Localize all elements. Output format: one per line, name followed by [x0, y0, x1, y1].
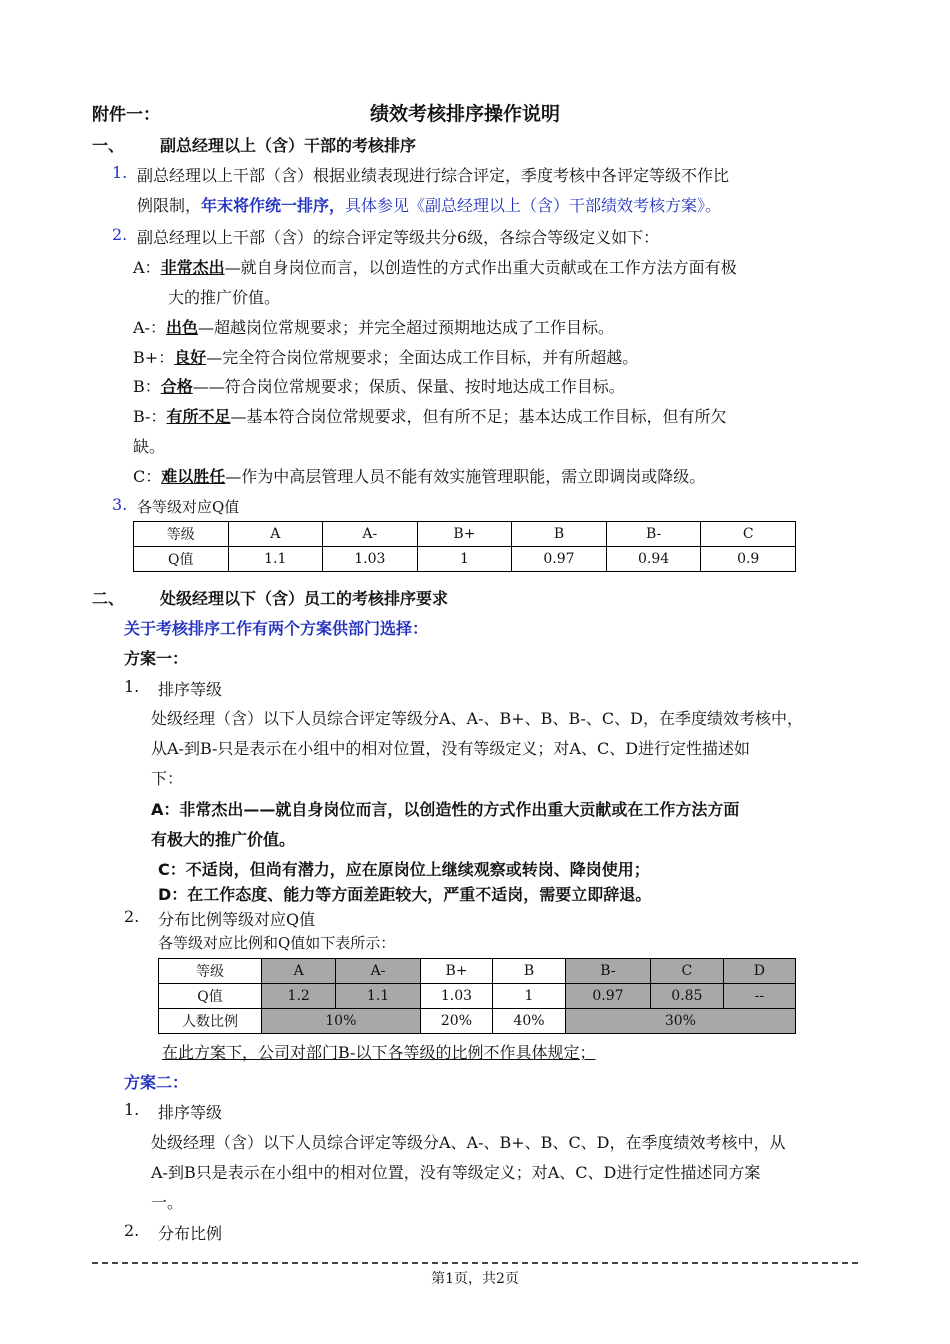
- grade-desc: —超越岗位常规要求；并完全超过预期地达成了工作目标。: [197, 318, 614, 337]
- grade-b-minus-cont: 缺。: [133, 437, 166, 456]
- table-row: [134, 547, 796, 572]
- plan2-para-line1: 处级经理（含）以下人员综合评定等级分A、A-、B+、B、C、D，在季度绩效考核中，从: [151, 1133, 786, 1152]
- table-cell: D: [723, 959, 795, 984]
- footer-divider: [92, 1262, 858, 1264]
- q-value-table-1: [133, 521, 796, 572]
- grade-desc: —就自身岗位而言，以创造性的方式作出重大贡献或在工作方法方面有极: [224, 258, 737, 277]
- s1-item2-text: 副总经理以上干部（含）的综合评定等级共分6级，各综合等级定义如下：: [137, 228, 660, 247]
- s1-item1-line2-pre: 例限制，: [137, 196, 202, 215]
- plan1-note: 在此方案下，公司对部门B-以下各等级的比例不作具体规定；: [162, 1043, 596, 1062]
- table-row: [159, 984, 796, 1009]
- grade-desc: —完全符合岗位常规要求；全面达成工作目标，并有所超越。: [206, 348, 639, 367]
- s1-item1-line2-bold: 年末将作统一排序，: [201, 196, 346, 215]
- table-cell: 1: [493, 984, 566, 1009]
- table-cell: B: [512, 522, 607, 547]
- grade-b: [133, 374, 625, 397]
- grade-a-minus: [133, 315, 614, 338]
- plan1-para-line1: 处级经理（含）以下人员综合评定等级分A、A-、B+、B、B-、C、D，在季度绩效考核中，: [151, 709, 803, 728]
- plan1-para-line3: 下：: [151, 769, 184, 788]
- table-cell: 20%: [420, 1009, 493, 1034]
- grade-b-plus: [133, 345, 638, 368]
- plan1-title: 方案一：: [124, 649, 189, 668]
- table-cell: 0.9: [701, 547, 796, 572]
- s1-item3-text: 各等级对应Q值: [137, 498, 240, 516]
- plan2-item1-title: 排序等级: [158, 1103, 223, 1122]
- plan1-item1-number: 1.: [124, 677, 140, 696]
- section2-title: 处级经理以下（含）员工的考核排序要求: [160, 589, 449, 608]
- table-cell: B+: [420, 959, 493, 984]
- s1-item1-number: 1.: [112, 163, 128, 182]
- grade-name: 出色: [165, 318, 198, 337]
- table-row: [134, 522, 796, 547]
- plan1-item2-desc: 各等级对应比例和Q值如下表所示：: [158, 934, 396, 952]
- grade-c: [133, 464, 705, 487]
- plan1-item2-title: 分布比例等级对应Q值: [158, 910, 316, 929]
- table-row: [159, 1009, 796, 1034]
- section2-number: 二、: [92, 589, 125, 608]
- table-cell: B-: [606, 522, 701, 547]
- plan1-grade-c: C：不适岗，但尚有潜力，应在原岗位上继续观察或转岗、降岗使用；: [158, 860, 650, 879]
- table-cell: 30%: [565, 1009, 795, 1034]
- grade-name: 非常杰出: [160, 258, 225, 277]
- table-cell: B+: [417, 522, 512, 547]
- table-cell: C: [651, 959, 724, 984]
- table-cell: 1.1: [228, 547, 323, 572]
- plan1-grade-a-line2: 有极大的推广价值。: [151, 830, 296, 849]
- grade-name: 难以胜任: [161, 467, 226, 486]
- table-cell: 等级: [159, 959, 262, 984]
- page-title: 绩效考核排序操作说明: [370, 103, 561, 125]
- s1-item1-line1: 副总经理以上干部（含）根据业绩表现进行综合评定，季度考核中各评定等级不作比: [137, 166, 730, 185]
- plan2-item2-title: 分布比例: [158, 1224, 223, 1243]
- grade-desc: ——符合岗位常规要求；保质、保量、按时地达成工作目标。: [192, 377, 625, 396]
- grade-name: 合格: [160, 377, 193, 396]
- s1-item3-number: 3.: [112, 495, 128, 514]
- table-cell: 1: [417, 547, 512, 572]
- grade-prefix: B：: [133, 377, 161, 396]
- plan2-para-line3: 一。: [151, 1193, 184, 1212]
- grade-a: [133, 255, 737, 278]
- plan1-grade-a-line1: A：非常杰出——就自身岗位而言，以创造性的方式作出重大贡献或在工作方法方面: [151, 800, 740, 819]
- table-cell: B-: [565, 959, 650, 984]
- grade-prefix: A：: [133, 258, 161, 277]
- plan2-para-line2: A-到B只是表示在小组中的相对位置，没有等级定义；对A、C、D进行定性描述同方案: [151, 1163, 761, 1182]
- table-row: [159, 959, 796, 984]
- q-value-table-2: [158, 958, 796, 1034]
- table-cell: 1.1: [336, 984, 420, 1009]
- table-cell: Q值: [159, 984, 262, 1009]
- table-cell: 1.03: [323, 547, 418, 572]
- plan1-item2-number: 2.: [124, 907, 140, 926]
- section2-intro: 关于考核排序工作有两个方案供部门选择：: [124, 619, 429, 638]
- table-cell: 等级: [134, 522, 229, 547]
- table-cell: 0.97: [512, 547, 607, 572]
- table-cell: B: [493, 959, 566, 984]
- page-number: 第1页，共2页: [431, 1271, 519, 1287]
- table-cell: A: [228, 522, 323, 547]
- table-cell: A-: [323, 522, 418, 547]
- table-cell: 0.94: [606, 547, 701, 572]
- grade-name: 良好: [174, 348, 207, 367]
- table-cell: 1.2: [261, 984, 335, 1009]
- section1-number: 一、: [92, 136, 125, 155]
- s1-item1-line2-post: 具体参见《副总经理以上（含）干部绩效考核方案》。: [345, 196, 722, 215]
- grade-desc: —基本符合岗位常规要求，但有所不足；基本达成工作目标，但有所欠: [230, 407, 727, 426]
- s1-item2-number: 2.: [112, 225, 128, 244]
- table-cell: C: [701, 522, 796, 547]
- grade-name: 有所不足: [166, 407, 231, 426]
- plan1-grade-d: D：在工作态度、能力等方面差距较大，严重不适岗，需要立即辞退。: [158, 885, 652, 904]
- plan2-item1-number: 1.: [124, 1100, 140, 1119]
- table-cell: 40%: [493, 1009, 566, 1034]
- plan2-title: 方案二：: [124, 1073, 189, 1092]
- grade-prefix: B-：: [133, 407, 167, 426]
- grade-a-cont: 大的推广价值。: [168, 288, 281, 307]
- table-cell: 1.03: [420, 984, 493, 1009]
- table-cell: A-: [336, 959, 420, 984]
- section1-title: 副总经理以上（含）干部的考核排序: [160, 136, 417, 155]
- grade-prefix: B+：: [133, 348, 175, 367]
- plan2-item2-number: 2.: [124, 1221, 140, 1240]
- grade-prefix: A-：: [133, 318, 166, 337]
- table-cell: 人数比例: [159, 1009, 262, 1034]
- attachment-label: 附件一：: [92, 105, 160, 125]
- table-cell: --: [723, 984, 795, 1009]
- table-cell: 10%: [261, 1009, 420, 1034]
- plan1-para-line2: 从A-到B-只是表示在小组中的相对位置，没有等级定义；对A、C、D进行定性描述如: [151, 739, 751, 758]
- table-cell: Q值: [134, 547, 229, 572]
- s1-item1-line2: [137, 193, 721, 216]
- table-cell: 0.85: [651, 984, 724, 1009]
- plan1-item1-title: 排序等级: [158, 680, 223, 699]
- grade-prefix: C：: [133, 467, 162, 486]
- grade-b-minus: [133, 404, 727, 427]
- grade-desc: —作为中高层管理人员不能有效实施管理职能，需立即调岗或降级。: [225, 467, 706, 486]
- table-cell: 0.97: [565, 984, 650, 1009]
- table-cell: A: [261, 959, 335, 984]
